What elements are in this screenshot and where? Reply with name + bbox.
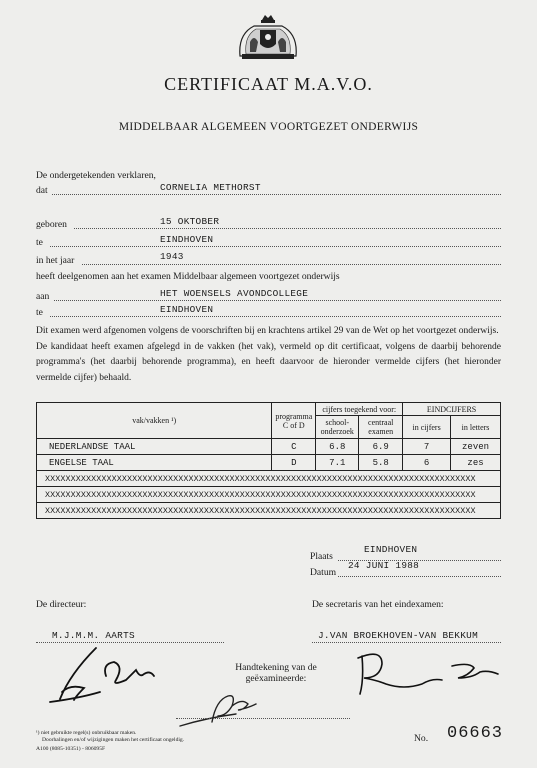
header-in-cijfers: in cijfers [403, 416, 451, 439]
datum-label: Datum [310, 567, 337, 578]
table-row-crossed [37, 487, 501, 503]
datum-value: 24 JUNI 1988 [348, 560, 420, 571]
row-vak: NEDERLANDSE TAAL [37, 439, 272, 455]
table-row [37, 439, 501, 455]
row-programma: D [272, 455, 316, 471]
subjects-paragraph: De kandidaat heeft examen afgelegd in de vakken (het vak), vermeld op dit certificaat, volgens de daarbij behorende programma's (het daarbij behorende programma), en heeft daarvoor de hieronder vermelde cijfers (het hieronder vermelde cijfer) behaald. [36, 342, 501, 383]
header-vak: vak/vakken ¹) [37, 403, 272, 439]
aan-value: HET WOENSELS AVONDCOLLEGE [160, 288, 309, 299]
plaats-label: Plaats [310, 551, 333, 562]
geboren-value: 15 OKTOBER [160, 216, 220, 227]
crossed-out-row: XXXXXXXXXXXXXXXXXXXXXXXXXXXXXXXXXXXXXXXXXXXXXXXXXXXXXXXXXXXXXXXXXXXXXXXXXXXXXXXXXXXX [37, 471, 501, 487]
table-row-crossed [37, 471, 501, 487]
secretaris-signature-icon [352, 644, 502, 698]
directeur-label: De directeur: [36, 599, 87, 610]
table-row-crossed [37, 503, 501, 519]
crossed-out-row: XXXXXXXXXXXXXXXXXXXXXXXXXXXXXXXXXXXXXXXXXXXXXXXXXXXXXXXXXXXXXXXXXXXXXXXXXXXXXXXXXXXX [37, 503, 501, 519]
row-cijfer: 7 [403, 439, 451, 455]
secretaris-label: De secretaris van het eindexamen: [312, 599, 444, 610]
te-label: te [36, 237, 43, 248]
jaar-label: in het jaar [36, 255, 75, 266]
directeur-name: M.J.M.M. AARTS [52, 630, 135, 641]
jaar-value: 1943 [160, 251, 184, 262]
directeur-line [36, 642, 224, 643]
directeur-signature-icon [40, 644, 170, 706]
footnote-unused-rows: ¹) niet gebruikte regel(s) onbruikbaar maken. [36, 730, 137, 736]
table-row [37, 455, 501, 471]
row-cijfer: 6 [403, 455, 451, 471]
row-vak: ENGELSE TAAL [37, 455, 272, 471]
aan-label: aan [36, 291, 50, 302]
header-programma: programma C of D [272, 403, 316, 439]
deelgenomen-text: heeft deelgenomen aan het examen Middelbaar algemeen voortgezet onderwijs [36, 271, 340, 282]
header-eindcijfers: EINDCIJFERS [403, 403, 501, 416]
intro-text: De ondergetekenden verklaren, [36, 170, 156, 181]
crossed-out-row: XXXXXXXXXXXXXXXXXXXXXXXXXXXXXXXXXXXXXXXXXXXXXXXXXXXXXXXXXXXXXXXXXXXXXXXXXXXXXXXXXXXX [37, 487, 501, 503]
geexamineerde-label: Handtekening van de geëxamineerde: [235, 662, 317, 684]
row-letters: zeven [451, 439, 501, 455]
exam-regulation-paragraph: Dit examen werd afgenomen volgens de voorschriften bij en krachtens artikel 29 van de Wet op het voortgezet onderwijs. [36, 326, 499, 336]
certificate-number: 06663 [447, 724, 504, 743]
certificate-number-label: No. [414, 733, 429, 744]
geboren-line [74, 228, 501, 229]
geexamineerde-line [176, 718, 350, 719]
plaats-value: EINDHOVEN [364, 544, 418, 555]
te-line [50, 246, 501, 247]
row-school: 6.8 [316, 439, 359, 455]
secretaris-name: J.VAN BROEKHOVEN-VAN BEKKUM [318, 630, 478, 641]
geboren-label: geboren [36, 219, 67, 230]
dat-line [52, 194, 501, 195]
header-in-letters: in letters [451, 416, 501, 439]
certificate-subtitle: MIDDELBAAR ALGEMEEN VOORTGEZET ONDERWIJS [118, 121, 419, 133]
header-centraal-examen: centraal examen [359, 416, 403, 439]
grades-table [36, 402, 501, 519]
te-value: EINDHOVEN [160, 234, 214, 245]
footnote-alterations: Doorhalingen en/of wijzigingen maken het certificaat ongeldig. [42, 737, 185, 743]
jaar-line [82, 264, 501, 265]
secretaris-line [312, 642, 501, 643]
row-centraal: 5.8 [359, 455, 403, 471]
certificate-title: CERTIFICAAT M.A.V.O. [164, 74, 373, 94]
royal-coat-of-arms-icon [236, 12, 300, 62]
dat-label: dat [36, 185, 48, 196]
geexamineerde-signature-icon [176, 686, 266, 730]
row-school: 7.1 [316, 455, 359, 471]
te2-line [50, 316, 501, 317]
dat-value: CORNELIA METHORST [160, 182, 261, 193]
aan-line [54, 300, 501, 301]
row-letters: zes [451, 455, 501, 471]
row-centraal: 6.9 [359, 439, 403, 455]
header-schoolonderzoek: school- onderzoek [316, 416, 359, 439]
row-programma: C [272, 439, 316, 455]
form-code: A100 (8085-10351) - 806095F [36, 746, 106, 752]
te2-label: te [36, 307, 43, 318]
header-cijfers: cijfers toegekend voor: [316, 403, 403, 416]
te2-value: EINDHOVEN [160, 304, 214, 315]
datum-line [338, 576, 501, 577]
